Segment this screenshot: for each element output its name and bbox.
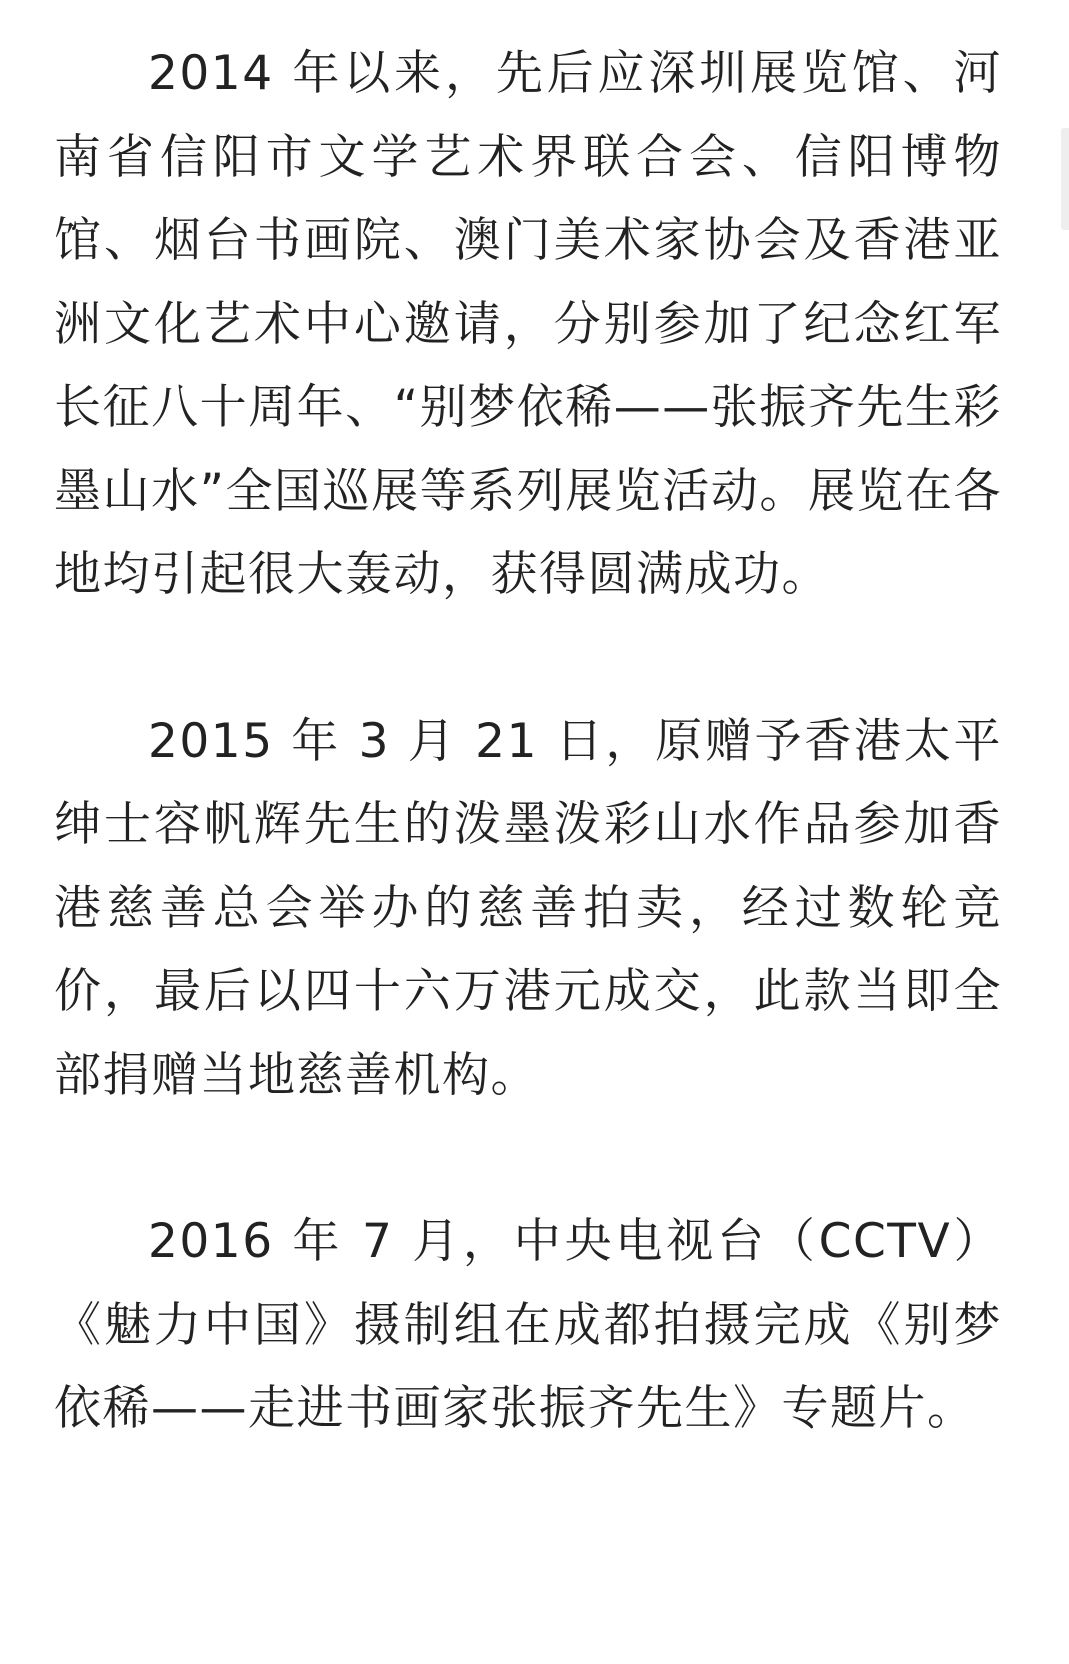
paragraph-2016-cctv-documentary: 2016 年 7 月，中央电视台（CCTV）《魅力中国》摄制组在成都拍摄完成《别梦依稀——走进书画家张振齐先生》专题片。 — [54, 1214, 1002, 1436]
paragraph-2015-charity-auction: 2015 年 3 月 21 日，原赠予香港太平绅士容帆辉先生的泼墨泼彩山水作品参加香港慈善总会举办的慈善拍卖，经过数轮竞价，最后以四十六万港元成交，此款当即全部捐赠当地慈善机构。 — [54, 713, 1002, 1103]
scrollbar-thumb[interactable] — [1061, 128, 1069, 230]
article-body — [54, 32, 1002, 1451]
paragraph-2014-exhibitions: 2014 年以来，先后应深圳展览馆、河南省信阳市文学艺术界联合会、信阳博物馆、烟台书画院、澳门美术家协会及香港亚洲文化艺术中心邀请，分别参加了纪念红军长征八十周年、“别梦依稀——张振齐先生彩墨山水”全国巡展等系列展览活动。展览在各地均引起很大轰动，获得圆满成功。 — [54, 46, 1002, 602]
